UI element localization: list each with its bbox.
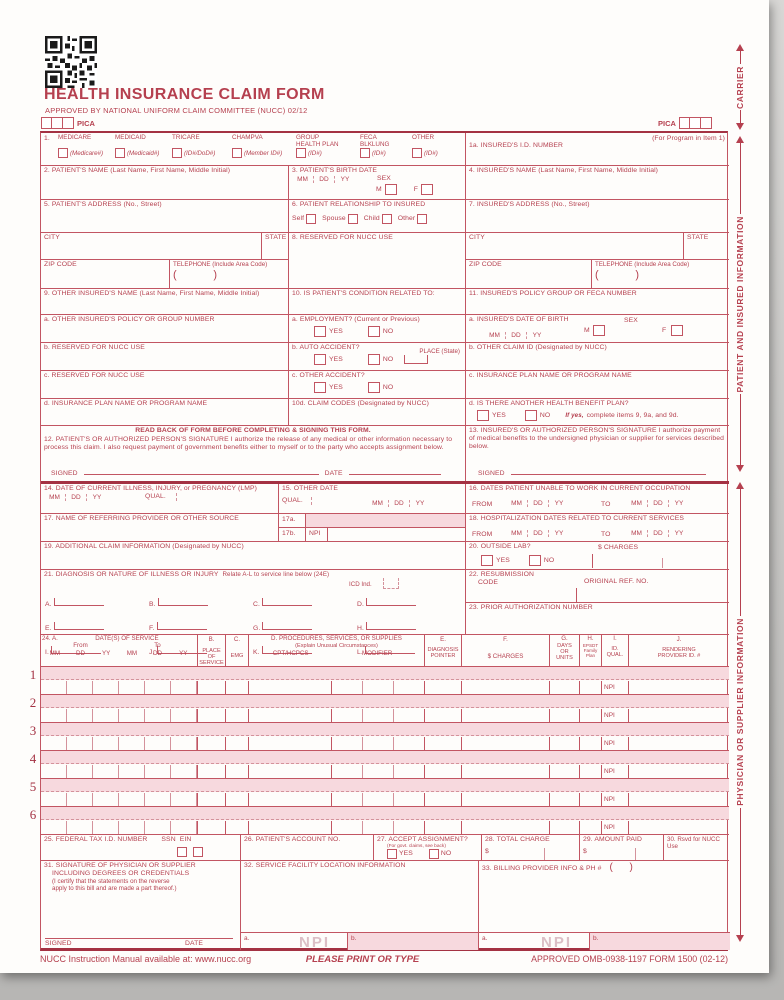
field-other-accident: c. OTHER ACCIDENT? YES NO: [288, 370, 465, 398]
field-insured-name[interactable]: 4. INSURED'S NAME (Last Name, First Name, Middle Initial): [465, 165, 729, 199]
field-resubmission[interactable]: 22. RESUBMISSION CODE ORIGINAL REF. NO.: [465, 569, 729, 602]
facility-other-id[interactable]: [347, 933, 479, 950]
tricare-checkbox[interactable]: [172, 148, 182, 158]
field-reserved-nucc-30[interactable]: 30. Rsvd for NUCC Use: [663, 834, 729, 860]
arrow-up-icon: [736, 482, 744, 489]
medicare-checkbox[interactable]: [58, 148, 68, 158]
form-footer: [40, 954, 728, 965]
billing-phone-parens: ( ): [609, 862, 633, 873]
field-patient-city[interactable]: CITY: [41, 232, 261, 259]
service-line-3-entry[interactable]: NPI: [41, 737, 729, 751]
item1-number: 1.: [44, 135, 50, 142]
field-insured-signature: 13. INSURED'S OR AUTHORIZED PERSON'S SIGNATURE I authorize payment of medical benefits to the undersigned physician or supplier for services described below. SIGNED: [465, 425, 729, 481]
field-insured-birthdate[interactable]: a. INSURED'S DATE OF BIRTH MM DD YY SEX M F: [465, 314, 729, 342]
patient-insured-label: PATIENT AND INSURED INFORMATION: [735, 215, 745, 393]
field-physician-signature: 31. SIGNATURE OF PHYSICIAN OR SUPPLIER INCLUDING DEGREES OR CREDENTIALS (I certify that the statements on the reverse apply to this bill and are made a part thereof.) SIGNED DATE: [41, 860, 240, 950]
header-24g-days-units: G. DAYS OR UNITS: [549, 634, 579, 666]
field-employment: a. EMPLOYMENT? (Current or Previous) YES NO: [288, 314, 465, 342]
another-plan-no-checkbox[interactable]: [525, 410, 537, 421]
field-diagnosis: 21. DIAGNOSIS OR NATURE OF ILLNESS OR INJURY Relate A-L to service line below (24E) ICD Ind. A. B. C. D. E. F. G. H. I. J. K. L.: [41, 569, 465, 634]
field-insured-id[interactable]: 1a. INSURED'S I.D. NUMBER (For Program in Item 1): [465, 133, 729, 165]
pica-box[interactable]: [52, 117, 63, 129]
sex-m-checkbox[interactable]: [385, 184, 397, 195]
diagnosis-b[interactable]: [158, 598, 208, 606]
insured-sex-m-checkbox[interactable]: [593, 325, 605, 336]
service-line-2: 2 NPI: [41, 694, 729, 722]
field-additional-claim-info[interactable]: 19. ADDITIONAL CLAIM INFORMATION (Designated by NUCC): [41, 541, 465, 569]
pica-box[interactable]: [679, 117, 690, 129]
field-patient-zip[interactable]: ZIP CODE: [41, 259, 169, 288]
field-patient-birthdate-sex[interactable]: 3. PATIENT'S BIRTH DATE MM DD YY SEX M F: [288, 165, 465, 199]
form-title: HEALTH INSURANCE CLAIM FORM: [44, 86, 325, 103]
header-24b-place: B. PLACE OF SERVICE: [197, 634, 225, 666]
field-other-claim-id[interactable]: b. OTHER CLAIM ID (Designated by NUCC): [465, 342, 729, 370]
service-line-5-entry[interactable]: NPI: [41, 793, 729, 807]
insurance-opt-other: OTHER (ID#): [412, 134, 438, 157]
arrow-down-icon: [736, 123, 744, 130]
rel-child-checkbox[interactable]: [382, 214, 392, 224]
field-patient-signature: READ BACK OF FORM BEFORE COMPLETING & SIGNING THIS FORM. 12. PATIENT'S OR AUTHORIZED PERSON'S SIGNATURE I authorize the release of any medical or other information necessary to process this claim. I also request payment of government benefits either to myself or to the party who accepts assignment below. SIGNED DATE: [41, 425, 465, 481]
pica-box[interactable]: [701, 117, 712, 129]
field-17b-value[interactable]: [328, 528, 465, 541]
service-line-6: 6 NPI: [41, 806, 729, 834]
service-line-6-entry[interactable]: NPI: [41, 821, 729, 835]
field-total-charge[interactable]: 28. TOTAL CHARGE $: [481, 834, 579, 860]
header-24j-rendering: J. RENDERING PROVIDER ID. #: [628, 634, 729, 666]
footer-omb-approval: APPROVED OMB-0938-1197 FORM 1500 (02-12): [531, 954, 728, 964]
field-prior-authorization[interactable]: 23. PRIOR AUTHORIZATION NUMBER: [465, 602, 729, 634]
pica-label: PICA: [658, 118, 676, 128]
header-24h-epsdt: H. EPSDT Family Plan: [579, 634, 601, 666]
pica-right: [658, 117, 712, 129]
field-auto-accident: b. AUTO ACCIDENT? PLACE (State) YES NO: [288, 342, 465, 370]
diagnosis-h[interactable]: [366, 622, 416, 630]
header-24c-emg: C. EMG: [225, 634, 248, 666]
billing-npi-strip: a. NPI b.: [479, 932, 730, 950]
phone-parens: ( ): [595, 269, 639, 282]
billing-other-id[interactable]: [589, 933, 730, 950]
field-condition-related: 10. IS PATIENT'S CONDITION RELATED TO:: [288, 288, 465, 314]
field-federal-tax-id[interactable]: 25. FEDERAL TAX I.D. NUMBER SSN EIN: [41, 834, 240, 860]
diagnosis-e[interactable]: [54, 622, 104, 630]
header-24e-diagnosis: E. DIAGNOSIS POINTER: [424, 634, 461, 666]
outside-lab-no-checkbox[interactable]: [529, 555, 541, 566]
qr-code-icon: [45, 36, 97, 88]
employment-yes-checkbox[interactable]: [314, 326, 326, 337]
carrier-label: CARRIER: [735, 65, 745, 109]
patient-date-line[interactable]: [349, 466, 441, 475]
physician-supplier-bracket: [732, 482, 748, 942]
other-checkbox[interactable]: [412, 148, 422, 158]
field-other-insured-name[interactable]: 9. OTHER INSURED'S NAME (Last Name, First Name, Middle Initial): [41, 288, 288, 314]
insurance-opt-feca: FECA BLKLUNG (ID#): [360, 134, 390, 157]
ein-checkbox[interactable]: [193, 847, 203, 857]
field-reserved-nucc-9c[interactable]: c. RESERVED FOR NUCC USE: [41, 370, 288, 398]
field-referring-provider-ids: 17a. 17b. NPI: [278, 513, 465, 541]
insurance-opt-group-health: GROUP HEALTH PLAN (ID#): [296, 134, 339, 157]
service-line-6-supplemental[interactable]: [41, 807, 729, 820]
field-other-date[interactable]: 15. OTHER DATE MM DD YY QUAL.: [278, 484, 465, 513]
arrow-down-icon: [736, 935, 744, 942]
champva-checkbox[interactable]: [232, 148, 242, 158]
field-billing-provider: 33. BILLING PROVIDER INFO & PH # ( ) a. NPI b.: [478, 860, 729, 950]
field-hospitalization-dates[interactable]: 18. HOSPITALIZATION DATES RELATED TO CURRENT SERVICES MM DD YY MM DD YY FROM TO: [465, 513, 729, 541]
pica-box[interactable]: [41, 117, 52, 129]
carrier-bracket: [732, 44, 748, 130]
field-17a-value[interactable]: [305, 514, 465, 527]
field-other-insured-policy[interactable]: a. OTHER INSURED'S POLICY OR GROUP NUMBER: [41, 314, 288, 342]
service-line-2-supplemental[interactable]: [41, 695, 729, 708]
employment-no-checkbox[interactable]: [368, 326, 380, 337]
another-plan-yes-checkbox[interactable]: [477, 410, 489, 421]
field-insured-zip[interactable]: ZIP CODE: [465, 259, 591, 288]
header-24i-id-qual: I. ID. QUAL.: [601, 634, 628, 666]
rel-self-checkbox[interactable]: [306, 214, 316, 224]
other-accident-yes-checkbox[interactable]: [314, 382, 326, 393]
footer-print-or-type: PLEASE PRINT OR TYPE: [305, 954, 420, 965]
physician-signed-area[interactable]: [72, 940, 185, 948]
service-line-3: 3 NPI: [41, 722, 729, 750]
field-amount-paid[interactable]: 29. AMOUNT PAID $: [579, 834, 663, 860]
form-approved-line: APPROVED BY NATIONAL UNIFORM CLAIM COMMITTEE (NUCC) 02/12: [45, 106, 308, 115]
facility-npi-watermark: NPI: [299, 934, 331, 951]
insurance-opt-medicare: MEDICARE (Medicare#): [58, 134, 104, 157]
pica-left: [41, 117, 95, 129]
diagnosis-c[interactable]: [262, 598, 312, 606]
service-line-1: 1 NPI: [41, 666, 729, 694]
rel-other-checkbox[interactable]: [417, 214, 427, 224]
arrow-down-icon: [736, 465, 744, 472]
header-24f-charges: F. $ CHARGES: [461, 634, 549, 666]
field-insured-phone[interactable]: TELEPHONE (Include Area Code) ( ): [591, 259, 729, 288]
service-line-4-supplemental[interactable]: [41, 751, 729, 764]
physician-supplier-label: PHYSICIAN OR SUPPLIER INFORMATION: [735, 618, 745, 806]
phone-parens: ( ): [173, 269, 217, 282]
pica-box[interactable]: [63, 117, 74, 129]
pica-label: PICA: [77, 118, 95, 128]
field-patient-phone[interactable]: TELEPHONE (Include Area Code) ( ): [169, 259, 288, 288]
arrow-up-icon: [736, 136, 744, 143]
other-accident-no-checkbox[interactable]: [368, 382, 380, 393]
auto-accident-yes-checkbox[interactable]: [314, 354, 326, 365]
insured-sex-f-checkbox[interactable]: [671, 325, 683, 336]
footer-nucc-manual: NUCC Instruction Manual available at: www.nucc.org: [40, 954, 252, 964]
service-line-2-entry[interactable]: NPI: [41, 709, 729, 723]
service-line-4: 4 NPI: [41, 750, 729, 778]
field-claim-codes[interactable]: 10d. CLAIM CODES (Designated by NUCC): [288, 398, 465, 425]
assignment-no-checkbox[interactable]: [429, 849, 439, 859]
field-insured-address[interactable]: 7. INSURED'S ADDRESS (No., Street): [465, 199, 729, 232]
field-patient-relationship[interactable]: 6. PATIENT RELATIONSHIP TO INSURED Self Spouse Child Other: [288, 199, 465, 232]
field-insurance-plan-name-9d[interactable]: d. INSURANCE PLAN NAME OR PROGRAM NAME: [41, 398, 288, 425]
insurance-opt-champva: CHAMPVA (Member ID#): [232, 134, 283, 157]
insurance-opt-tricare: TRICARE (ID#/DoD#): [172, 134, 216, 157]
field-unable-to-work-dates[interactable]: 16. DATES PATIENT UNABLE TO WORK IN CURRENT OCCUPATION MM DD YY MM DD YY FROM TO: [465, 484, 729, 513]
facility-npi-strip: a. NPI b.: [241, 932, 479, 950]
service-line-4-entry[interactable]: NPI: [41, 765, 729, 779]
field-referring-provider[interactable]: 17. NAME OF REFERRING PROVIDER OR OTHER SOURCE: [41, 513, 278, 541]
field-patient-name[interactable]: 2. PATIENT'S NAME (Last Name, First Name, Middle Initial): [41, 165, 288, 199]
patient-signed-line[interactable]: [84, 466, 319, 475]
medicaid-checkbox[interactable]: [115, 148, 125, 158]
service-line-1-supplemental[interactable]: [41, 667, 729, 680]
field-patient-account-no[interactable]: 26. PATIENT'S ACCOUNT NO.: [240, 834, 373, 860]
diagnosis-d[interactable]: [366, 598, 416, 606]
billing-npi-watermark: NPI: [541, 934, 573, 951]
icd-ind-box[interactable]: [383, 578, 399, 589]
field-reserved-nucc-9b[interactable]: b. RESERVED FOR NUCC USE: [41, 342, 288, 370]
service-line-3-supplemental[interactable]: [41, 723, 729, 736]
field-insurance-type[interactable]: [41, 133, 465, 165]
insured-signed-line[interactable]: [511, 466, 706, 475]
group-health-checkbox[interactable]: [296, 148, 306, 158]
service-line-5: 5 NPI: [41, 778, 729, 806]
ssn-checkbox[interactable]: [177, 847, 187, 857]
field-reserved-nucc-8[interactable]: 8. RESERVED FOR NUCC USE: [288, 232, 465, 288]
diagnosis-g[interactable]: [262, 622, 312, 630]
rel-spouse-checkbox[interactable]: [348, 214, 358, 224]
sex-f-checkbox[interactable]: [421, 184, 433, 195]
header-24a-dates: 24. A. DATE(S) OF SERVICE From To MM DD YY MM DD YY: [41, 634, 197, 666]
service-line-1-entry[interactable]: NPI: [41, 681, 729, 695]
feca-checkbox[interactable]: [360, 148, 370, 158]
assignment-yes-checkbox[interactable]: [387, 849, 397, 859]
field-patient-address[interactable]: 5. PATIENT'S ADDRESS (No., Street): [41, 199, 288, 232]
field-patient-state[interactable]: STATE: [261, 232, 288, 259]
field-service-facility: 32. SERVICE FACILITY LOCATION INFORMATION a. NPI b.: [240, 860, 478, 950]
outside-lab-yes-checkbox[interactable]: [481, 555, 493, 566]
arrow-up-icon: [736, 44, 744, 51]
pica-box[interactable]: [690, 117, 701, 129]
auto-accident-no-checkbox[interactable]: [368, 354, 380, 365]
field-accept-assignment: 27. ACCEPT ASSIGNMENT? (For govt. claims, see back) YES NO: [373, 834, 481, 860]
insurance-opt-medicaid: MEDICAID (Medicaid#): [115, 134, 160, 157]
diagnosis-a[interactable]: [54, 598, 104, 606]
field-insured-city[interactable]: CITY: [465, 232, 683, 259]
field-outside-lab: 20. OUTSIDE LAB? $ CHARGES YES NO: [465, 541, 729, 569]
field-insured-state[interactable]: STATE: [683, 232, 729, 259]
field-another-health-plan: d. IS THERE ANOTHER HEALTH BENEFIT PLAN? YES NO If yes, complete items 9, 9a, and 9d.: [465, 398, 729, 425]
field-current-illness-date[interactable]: 14. DATE OF CURRENT ILLNESS, INJURY, or PREGNANCY (LMP) MM DD YY QUAL.: [44, 485, 257, 501]
service-line-5-supplemental[interactable]: [41, 779, 729, 792]
patient-insured-bracket: [732, 136, 748, 472]
field-insurance-plan-name-11c[interactable]: c. INSURANCE PLAN NAME OR PROGRAM NAME: [465, 370, 729, 398]
field-insured-policy-group[interactable]: 11. INSURED'S POLICY GROUP OR FECA NUMBER: [465, 288, 729, 314]
diagnosis-f[interactable]: [157, 622, 207, 630]
place-state-box[interactable]: [404, 355, 428, 364]
claim-form-grid: [29, 131, 728, 951]
header-24d-procedures: D. PROCEDURES, SERVICES, OR SUPPLIES (Explain Unusual Circumstances) CPT/HCPCS MODIFIER: [248, 634, 424, 666]
